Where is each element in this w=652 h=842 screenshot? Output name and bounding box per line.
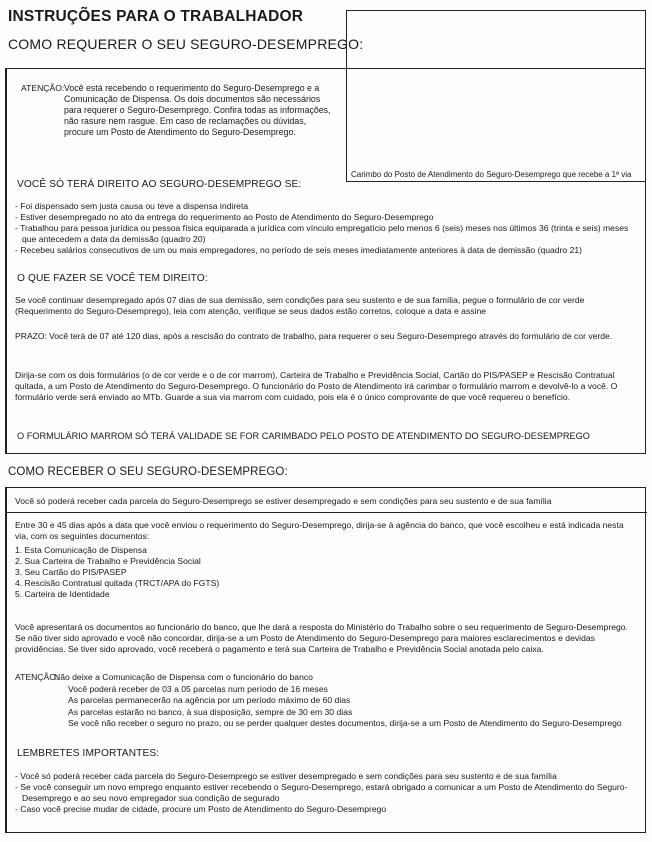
attention-label: ATENÇÃO: xyxy=(21,83,65,93)
attention2-label: ATENÇÃO: xyxy=(15,672,59,682)
procedure-text: Dirija-se com os dois formulários (o de cor verde e o de cor marrom), Carteira de Trabalho e Previdência Social, Cartão do PIS/PASEP e Rescisão Contratual quitada, a um Posto de Atendimento do Seguro-Desemprego. O funcionário do Posto de Atendimento irá carimbar o formulário marrom e devolvê-lo a você. O formulário verde será enviado ao MTb. Guarde a sua via marrom com cuidado, pois ela é o único comprovante de que você requereu o benefício. xyxy=(15,370,618,402)
reminders-heading: LEMBRETES IMPORTANTES: xyxy=(17,748,160,759)
todo-text: Se você continuar desempregado após 07 dias de sua demissão, sem condições para seu sustento e de sua família, pegue o formulário de cor verde (Requerimento do Seguro-Desemprego), leia com atenção, verifique se seus dados estão corretos, coloque a data e assine xyxy=(15,295,585,316)
stamp-box xyxy=(346,10,646,182)
reminder-item: - Você só poderá receber cada parcela do Seguro-Desemprego se estiver desempregado e sem condições para seu sustento e de sua família xyxy=(15,771,557,781)
document-item: 5. Carteira de Identidade xyxy=(15,589,110,599)
documents-list xyxy=(15,545,415,600)
rights-heading: VOCÊ SÓ TERÁ DIREITO AO SEGURO-DESEMPREGO SE: xyxy=(17,179,302,190)
present-text: Você apresentará os documentos ao funcionário do banco, que lhe dará a resposta do Ministério do Trabalho sobre o seu requerimento de Seguro-Desemprego. Se não tiver sido aprovado e você não concordar, dirija-se a um Posto de Atendimento do Seguro-Desemprego para maiores esclarecimentos e devidas providências. Se tiver sido aprovado, você receberá o pagamento e terá sua Carteira de Trabalho e Previdência Social anotada pelo caixa. xyxy=(15,622,628,654)
attention2-line: Não deixe a Comunicação de Dispensa com o funcionário do banco xyxy=(54,672,313,682)
document-item: 2. Sua Carteira de Trabalho e Previdência Social xyxy=(15,556,201,566)
attention2-line: Se você não receber o seguro no prazo, ou se perder qualquer destes documentos, dirija-se a um Posto de Atendimento do Seguro-Desemprego xyxy=(68,718,622,728)
attention2-line: Você poderá receber de 03 a 05 parcelas num período de 16 meses xyxy=(68,683,328,694)
rights-item: - Trabalhou para pessoa jurídica ou pessoa física equiparada a jurídica com vínculo empregatício pelo menos 6 (seis) meses nos últimos 36 (trinta e seis) meses que antecedem a data da demissão (quadro 20) xyxy=(15,223,629,244)
reminder-item: - Se você conseguir um novo emprego enquanto estiver recebendo o Seguro-Desemprego, estará obrigado a comunicar a um Posto de Atendimento do Seguro-Desemprego e ao seu novo empregador sua condição de segurado xyxy=(15,782,628,803)
attention-text: Você está recebendo o requerimento do Seguro-Desemprego e a Comunicação de Dispensa. Os dois documentos são necessários para requerer o Seguro-Desemprego. Confira todas as informações, não rasure nem rasgue. Em caso de reclamações ou dúvidas, procure um Posto de Atendimento do Seguro-Desemprego. xyxy=(64,83,331,137)
deadline-text-wrap xyxy=(15,331,652,342)
receber-box xyxy=(5,487,646,833)
attention2-line: As parcelas estarão no banco, à sua disposição, sempre de 30 em 30 dias xyxy=(68,706,353,717)
document-item: 4. Rescisão Contratual quitada (TRCT/APA do FGTS) xyxy=(15,578,220,588)
divider xyxy=(7,512,647,513)
bank-text: Entre 30 e 45 dias após a data que você enviou o requerimento do Seguro-Desemprego, dirija-se à agência do banco, que você escolheu e está indicada nesta via, com os seguintes documentos: xyxy=(15,520,624,541)
reminders-list xyxy=(15,771,639,815)
section-title-requerer: COMO REQUERER O SEU SEGURO-DESEMPREGO: xyxy=(8,36,364,52)
stamp-label: Carimbo do Posto de Atendimento do Seguro-Desemprego que recebe a 1ª via xyxy=(351,170,632,179)
section-title-receber: COMO RECEBER O SEU SEGURO-DESEMPREGO: xyxy=(8,466,288,478)
rights-list xyxy=(15,201,639,256)
todo-heading: O QUE FAZER SE VOCÊ TEM DIREITO: xyxy=(17,273,208,284)
brown-form-note: O FORMULÁRIO MARROM SÓ TERÁ VALIDADE SE FOR CARIMBADO PELO POSTO DE ATENDIMENTO DO SEGURO-DESEMPREGO xyxy=(17,431,590,441)
deadline-text: Você terá de 07 até 120 dias, após a rescisão do contrato de trabalho, para requerer o seu Seguro-Desemprego através do formulário de cor verde. xyxy=(49,331,613,341)
document-item: 1. Esta Comunicação de Dispensa xyxy=(15,545,147,555)
page-title: INSTRUÇÕES PARA O TRABALHADOR xyxy=(8,8,304,25)
rights-item: - Recebeu salários consecutivos de um ou mais empregadores, no período de seis meses imediatamente anteriores à data de demissão (quadro 21) xyxy=(15,245,583,255)
deadline-label: PRAZO: xyxy=(15,331,47,341)
reminder-item: - Caso você precise mudar de cidade, procure um Posto de Atendimento do Seguro-Desemprego xyxy=(15,804,387,814)
document-item: 3. Seu Cartão do PIS/PASEP xyxy=(15,567,127,577)
rights-item: - Estiver desempregado no ato da entrega do requerimento ao Posto de Atendimento do Seguro-Desemprego xyxy=(15,212,434,222)
attention2-line: As parcelas permanecerão na agência por um período máximo de 60 dias xyxy=(68,695,351,705)
rights-item: - Foi dispensado sem justa causa ou teve a dispensa indireta xyxy=(15,201,249,211)
attention2-lines xyxy=(54,672,644,730)
receber-intro: Você só poderá receber cada parcela do Seguro-Desemprego se estiver desempregado e sem condições para seu sustento e de sua família xyxy=(15,496,552,506)
